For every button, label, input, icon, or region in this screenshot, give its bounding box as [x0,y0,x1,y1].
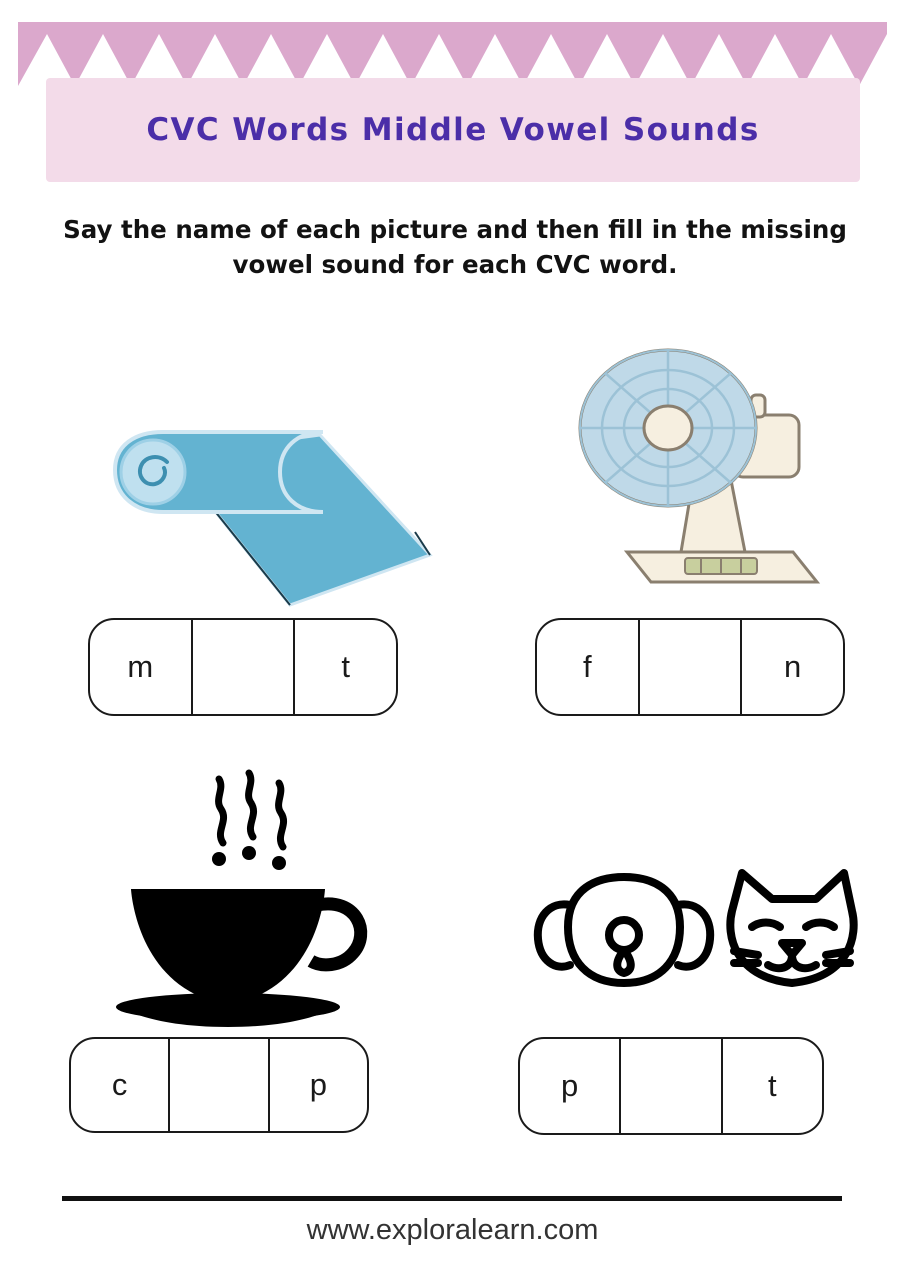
word-cell-letter: n [740,620,843,714]
word-cell-letter: t [721,1039,822,1133]
word-cell-blank[interactable] [619,1039,720,1133]
instructions-text: Say the name of each picture and then fill in the missing vowel sound for each CVC word. [63,215,847,280]
word-cell-letter: f [583,649,592,684]
fan-icon [515,335,895,605]
word-cell-letter: p [561,1068,579,1103]
footer-url[interactable]: www.exploralearn.com [306,1214,599,1246]
worksheet-item-3 [55,755,435,1145]
worksheet-item-4 [500,845,880,1145]
word-cell-blank[interactable] [191,620,294,714]
word-boxes-4[interactable] [518,1037,824,1135]
word-cell-letter: t [293,620,396,714]
word-cell-letter: m [127,649,154,684]
footer-divider [62,1196,842,1201]
page-title: CVC Words Middle Vowel Sounds [146,112,760,148]
header-card [46,78,860,182]
word-boxes-3[interactable] [69,1037,369,1133]
worksheet-item-2 [515,335,895,730]
word-cell-blank[interactable] [638,620,741,714]
word-cell-letter: p [268,1039,367,1131]
mat-icon [70,400,450,630]
worksheet-item-1 [70,400,450,730]
word-boxes-2[interactable] [535,618,845,716]
word-boxes-1[interactable] [88,618,398,716]
word-cell-letter: c [111,1067,128,1102]
word-cell-blank[interactable] [168,1039,267,1131]
pet-icon [500,845,880,1025]
cup-icon [55,755,435,1040]
